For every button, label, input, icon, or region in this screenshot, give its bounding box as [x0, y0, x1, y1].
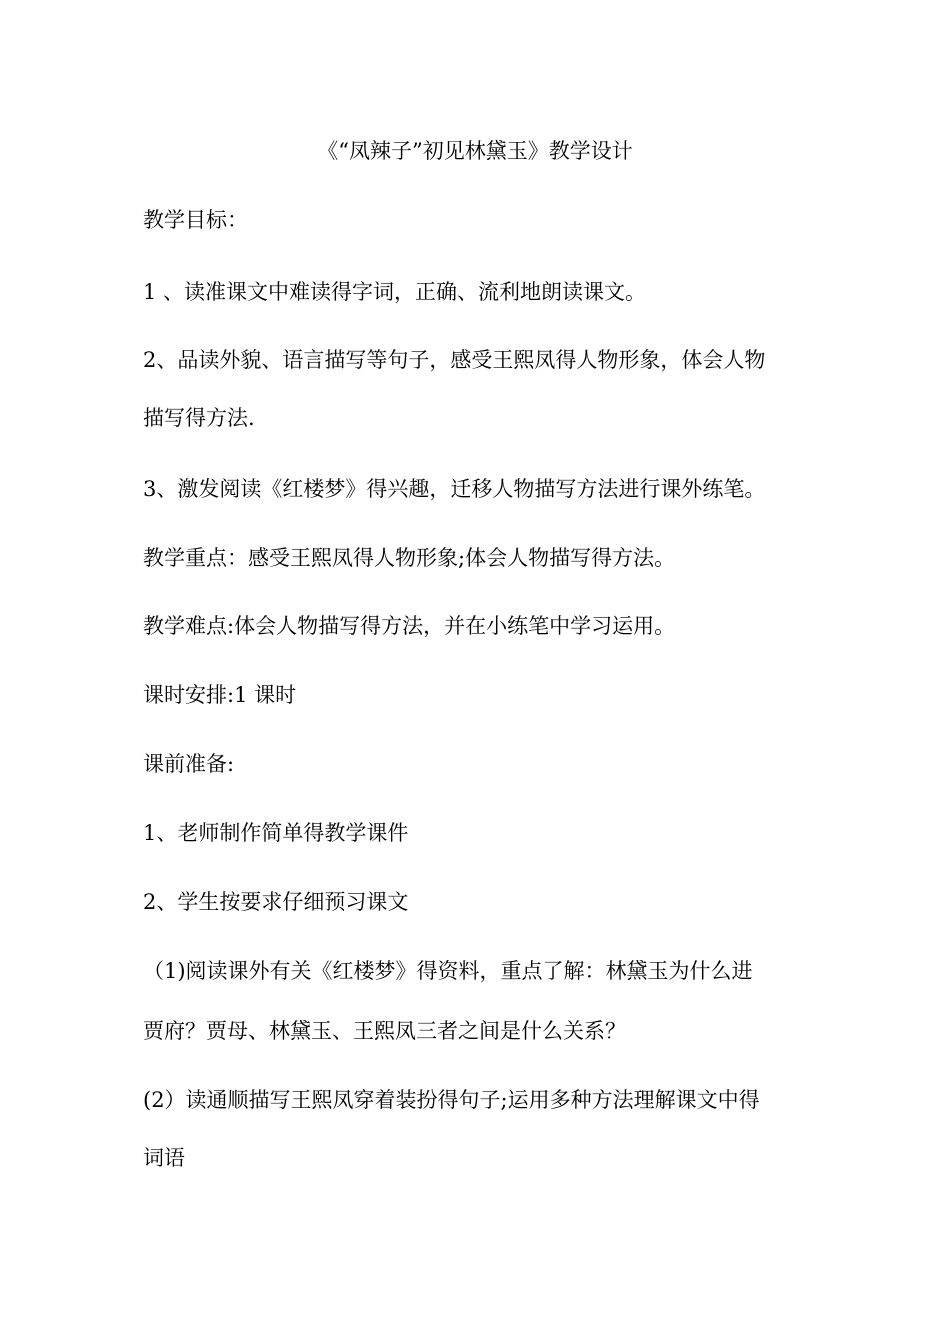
document-title: 《“凤辣子”初见林黛玉》教学设计: [317, 139, 633, 163]
preparation-1: 1、老师制作简单得教学课件: [143, 821, 409, 845]
objective-2-cont: 描写得方法.: [143, 406, 255, 430]
preparation-2-sub-1: （1)阅读课外有关《红楼梦》得资料，重点了解：林黛玉为什么进: [143, 959, 753, 983]
teaching-focus: 教学重点：感受王熙凤得人物形象;体会人物描写得方法。: [143, 546, 676, 570]
preparation-2-sub-2: (2）读通顺描写王熙凤穿着装扮得句子;运用多种方法理解课文中得: [143, 1088, 760, 1112]
teaching-difficulty: 教学难点:体会人物描写得方法，并在小练笔中学习运用。: [143, 614, 676, 638]
section-heading-preparation: 课前准备:: [143, 752, 235, 776]
section-heading-objectives: 教学目标：: [143, 208, 248, 232]
preparation-2-sub-1-cont: 贾府？贾母、林黛玉、王熙凤三者之间是什么关系？: [143, 1019, 626, 1043]
preparation-2-sub-2-cont: 词语: [143, 1146, 185, 1170]
objective-2: 2、品读外貌、语言描写等句子，感受王熙凤得人物形象，体会人物: [143, 348, 766, 372]
objective-3: 3、激发阅读《红楼梦》得兴趣，迁移人物描写方法进行课外练笔。: [143, 477, 766, 501]
preparation-2: 2、学生按要求仔细预习课文: [143, 890, 409, 914]
objective-1: 1 、读准课文中难读得字词，正确、流利地朗读课文。: [143, 280, 647, 304]
class-hours: 课时安排:1 课时: [143, 683, 297, 707]
